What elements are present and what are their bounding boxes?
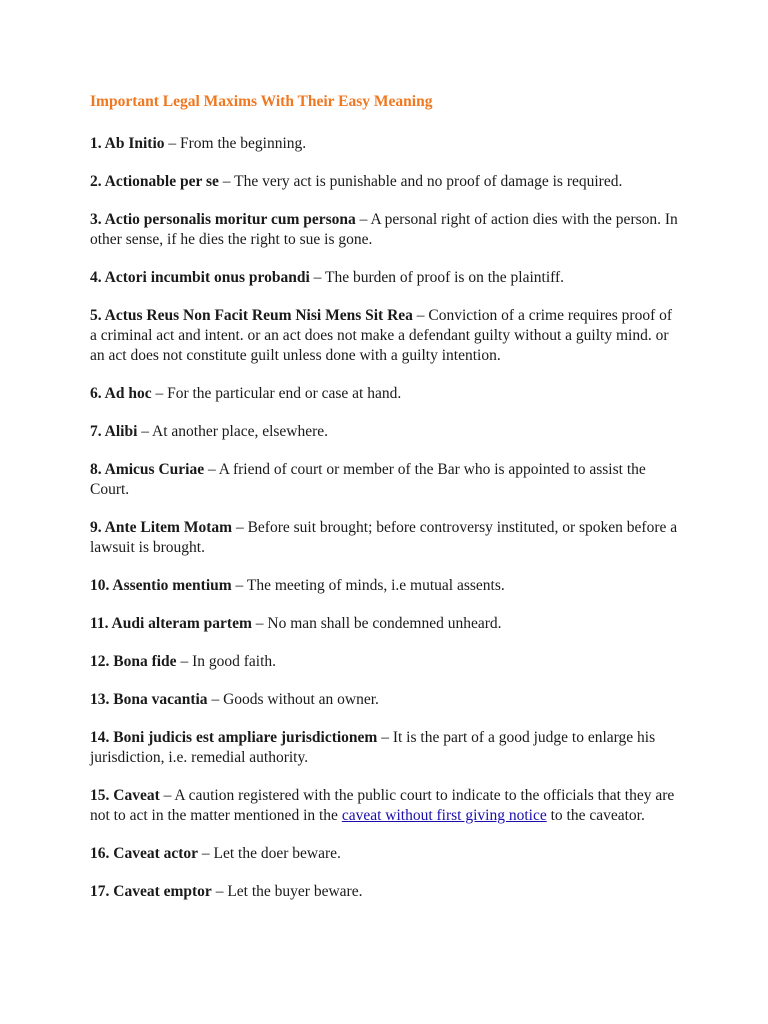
maxim-meaning-end: to the caveator. — [546, 807, 645, 824]
list-item — [90, 460, 678, 500]
maxim-meaning: – It is the part of a good judge to enlarge his jurisdiction, i.e. remedial authority. — [90, 729, 656, 766]
maxim-meaning: – No man shall be condemned unheard. — [251, 615, 502, 632]
maxim-term: 4. Actori incumbit onus probandi — [90, 269, 310, 286]
maxim-meaning: – Let the buyer beware. — [211, 883, 363, 900]
maxim-meaning: – The very act is punishable and no proof of damage is required. — [218, 173, 623, 190]
maxim-meaning: – In good faith. — [176, 653, 277, 670]
maxim-meaning: – The meeting of minds, i.e mutual assents. — [231, 577, 505, 594]
list-item — [90, 518, 678, 558]
maxim-meaning: – Before suit brought; before controversy instituted, or spoken before a lawsuit is brought. — [90, 519, 678, 556]
caveat-link[interactable]: caveat without first giving notice — [341, 807, 547, 824]
maxim-term: 5. Actus Reus Non Facit Reum Nisi Mens Sit Rea — [90, 307, 413, 324]
maxim-meaning: – A personal right of action dies with the person. In other sense, if he dies the right to sue is gone. — [90, 211, 678, 248]
maxim-term: 11. Audi alteram partem — [90, 615, 252, 632]
list-item — [90, 268, 678, 288]
list-item — [90, 844, 678, 864]
list-item — [90, 614, 678, 634]
list-item — [90, 786, 678, 826]
maxim-meaning: – A caution registered with the public court to indicate to the officials that they are not to act in the matter mentioned in the — [90, 787, 675, 824]
list-item — [90, 422, 678, 442]
maxim-meaning: – The burden of proof is on the plaintiff. — [309, 269, 565, 286]
list-item — [90, 728, 678, 768]
maxim-term: 13. Bona vacantia — [90, 691, 208, 708]
list-item — [90, 210, 678, 250]
list-item — [90, 306, 678, 366]
document-title: Important Legal Maxims With Their Easy Meaning — [90, 93, 433, 110]
maxim-meaning: – A friend of court or member of the Bar who is appointed to assist the Court. — [90, 461, 646, 498]
list-item — [90, 882, 678, 902]
maxim-term: 12. Bona fide — [90, 653, 177, 670]
maxim-term: 6. Ad hoc — [90, 385, 152, 402]
maxim-term: 8. Amicus Curiae — [90, 461, 205, 478]
list-item — [90, 384, 678, 404]
maxim-meaning: – Conviction of a crime requires proof of a criminal act and intent. or an act does not make a defendant guilty without a guilty mind. or an act does not constitute guilt unless done with a guilty intention. — [90, 307, 673, 364]
maxim-term: 10. Assentio mentium — [90, 577, 232, 594]
maxim-term: 15. Caveat — [90, 787, 160, 804]
maxim-term: 9. Ante Litem Motam — [90, 519, 233, 536]
list-item — [90, 576, 678, 596]
maxim-term: 2. Actionable per se — [90, 173, 219, 190]
maxim-term: 1. Ab Initio — [90, 135, 165, 152]
maxim-meaning: – From the beginning. — [164, 135, 307, 152]
maxim-term: 3. Actio personalis moritur cum persona — [90, 211, 356, 228]
maxim-meaning: – Let the doer beware. — [198, 845, 341, 862]
maxim-term: 16. Caveat actor — [90, 845, 199, 862]
list-item — [90, 134, 678, 154]
list-item — [90, 652, 678, 672]
maxim-term: 17. Caveat emptor — [90, 883, 212, 900]
maxim-meaning: – For the particular end or case at hand. — [151, 385, 402, 402]
maxim-term: 14. Boni judicis est ampliare jurisdictionem — [90, 729, 378, 746]
maxim-meaning: – Goods without an owner. — [207, 691, 379, 708]
maxim-meaning: – At another place, elsewhere. — [137, 423, 329, 440]
list-item — [90, 172, 678, 192]
maxim-term: 7. Alibi — [90, 423, 138, 440]
list-item — [90, 690, 678, 710]
